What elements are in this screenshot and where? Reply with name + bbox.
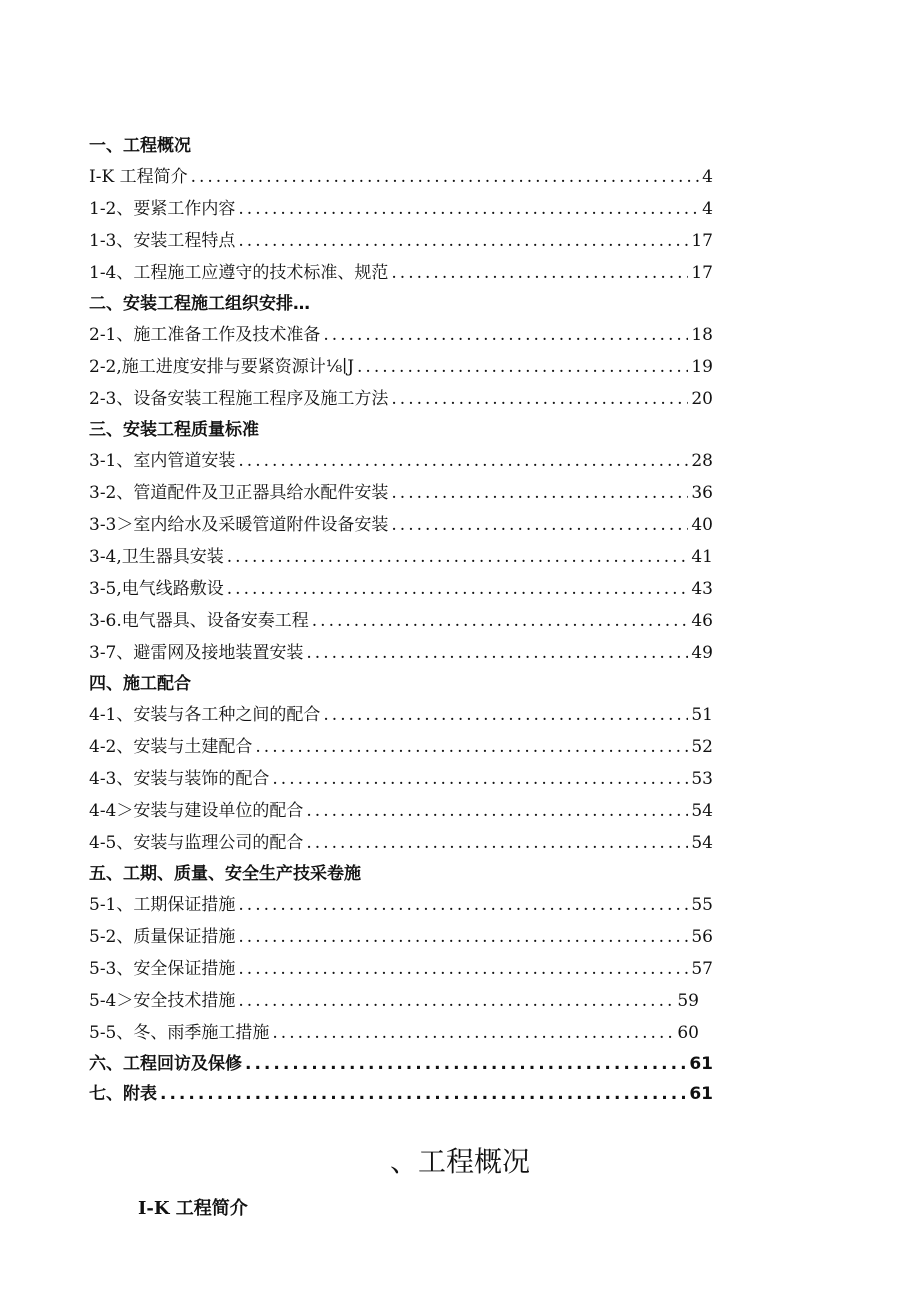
toc-page-number: 4 [702,199,713,219]
toc-label: 3-4,卫生器具安装 [89,547,224,567]
toc-entry[interactable] [89,445,713,477]
toc-entry[interactable] [89,193,713,225]
toc-leader [160,1079,686,1109]
toc-label: 2-2,施工进度安排与要紧资源计⅛∣J [89,357,355,377]
toc-entry[interactable] [89,573,713,605]
table-of-contents [89,131,713,1109]
toc-entry[interactable] [89,699,713,731]
toc-entry[interactable] [89,827,713,859]
toc-label: 2-1、施工准备工作及技术准备 [89,325,321,345]
toc-heading[interactable] [89,859,713,889]
toc-leader [191,161,700,193]
toc-entry[interactable] [89,225,713,257]
toc-page-number: 40 [691,515,713,535]
toc-heading[interactable] [89,415,713,445]
toc-label: 四、施工配合 [89,674,191,694]
toc-label: 4-4＞安装与建设单位的配合 [89,801,304,821]
toc-entry[interactable] [89,383,713,415]
toc-label: 5-5、冬、雨季施工措施 [89,1023,270,1043]
toc-heading[interactable] [89,289,713,319]
toc-entry[interactable] [89,319,713,351]
toc-leader [391,509,688,541]
toc-page-number: 17 [691,263,713,283]
toc-leader [306,637,688,669]
toc-label: 4-1、安装与各工种之间的配合 [89,705,321,725]
toc-label: 1-3、安装工程特点 [89,231,236,251]
toc-entry[interactable] [89,985,699,1017]
toc-label: 4-2、安装与土建配合 [89,737,253,757]
toc-page-number: 17 [691,231,713,251]
toc-page-number: 18 [691,325,713,345]
toc-label: 5-4＞安全技术措施 [89,991,236,1011]
toc-leader [238,985,674,1017]
toc-leader [238,193,699,225]
toc-entry[interactable] [89,953,713,985]
toc-page-number: 4 [702,167,713,187]
toc-label: 5-2、质量保证措施 [89,927,236,947]
toc-label: 2-3、设备安装工程施工程序及施工方法 [89,389,389,409]
toc-entry[interactable] [89,351,713,383]
toc-page-number: 20 [691,389,713,409]
toc-page-number: 36 [691,483,713,503]
toc-page-number: 55 [691,895,713,915]
toc-label: 3-5,电气线路敷设 [89,579,224,599]
toc-label: 3-3＞室内给水及采暖管道附件设备安装 [89,515,389,535]
toc-page-number: 60 [677,1023,699,1043]
toc-heading[interactable] [89,1079,713,1109]
toc-entry[interactable] [89,637,713,669]
toc-page-number: 52 [691,737,713,757]
toc-entry[interactable] [89,541,713,573]
toc-leader [227,541,689,573]
toc-entry[interactable] [89,477,713,509]
toc-entry[interactable] [89,889,713,921]
toc-page-number: 54 [691,833,713,853]
toc-label: 一、工程概况 [89,136,191,156]
toc-leader [238,225,688,257]
toc-entry[interactable] [89,1017,699,1049]
toc-leader [306,827,688,859]
toc-entry[interactable] [89,795,713,827]
toc-leader [312,605,689,637]
section-title: 、工程概况 [389,1145,530,1178]
toc-leader [391,477,688,509]
toc-entry[interactable] [89,731,713,763]
toc-page-number: 54 [691,801,713,821]
toc-label: 3-2、管道配件及卫正器具给水配件安装 [89,483,389,503]
toc-page-number: 57 [691,959,713,979]
toc-page-number: 46 [691,611,713,631]
toc-label: 5-3、安全保证措施 [89,959,236,979]
toc-label: 1-4、工程施工应遵守的技术标准、规范 [89,263,389,283]
toc-label: 五、工期、质量、安全生产技采卷施 [89,864,361,884]
toc-leader [391,257,688,289]
toc-page-number: 61 [689,1084,713,1104]
toc-page-number: 28 [691,451,713,471]
toc-entry[interactable] [89,605,713,637]
toc-heading[interactable] [89,131,713,161]
toc-leader [323,699,688,731]
toc-label: 5-1、工期保证措施 [89,895,236,915]
toc-page-number: 19 [691,357,713,377]
toc-page-number: 43 [691,579,713,599]
toc-leader [238,445,688,477]
toc-label: 七、附表 [89,1084,157,1104]
toc-label: 4-5、安装与监理公司的配合 [89,833,304,853]
toc-leader [306,795,688,827]
toc-leader [238,921,688,953]
toc-page-number: 51 [691,705,713,725]
toc-entry[interactable] [89,763,713,795]
toc-label: 1-2、要紧工作内容 [89,199,236,219]
toc-leader [272,763,688,795]
toc-label: 二、安装工程施工组织安排… [89,294,310,314]
toc-leader [238,889,688,921]
toc-label: 3-7、避雷网及接地装置安装 [89,643,304,663]
toc-leader [238,953,688,985]
toc-entry[interactable] [89,257,713,289]
toc-heading[interactable] [89,669,713,699]
toc-page-number: 41 [691,547,713,567]
toc-label: 3-1、室内管道安装 [89,451,236,471]
toc-entry[interactable] [89,509,713,541]
toc-page-number: 49 [691,643,713,663]
toc-page-number: 61 [689,1054,713,1074]
toc-entry[interactable] [89,921,713,953]
toc-leader [323,319,688,351]
toc-leader [391,383,688,415]
toc-page-number: 59 [677,991,699,1011]
toc-leader [272,1017,674,1049]
toc-label: 六、工程回访及保修 [89,1054,242,1074]
toc-leader [227,573,689,605]
toc-leader [357,351,688,383]
toc-page-number: 56 [691,927,713,947]
toc-leader [255,731,688,763]
toc-leader [245,1049,686,1079]
toc-heading[interactable] [89,1049,713,1079]
toc-label: I-K 工程简介 [89,167,188,187]
toc-page-number: 53 [691,769,713,789]
subsection-title: I-K 工程简介 [138,1198,248,1219]
toc-label: 4-3、安装与装饰的配合 [89,769,270,789]
toc-label: 三、安装工程质量标准 [89,420,259,440]
toc-label: 3-6.电气器具、设备安奏工程 [89,611,309,631]
toc-entry[interactable] [89,161,713,193]
